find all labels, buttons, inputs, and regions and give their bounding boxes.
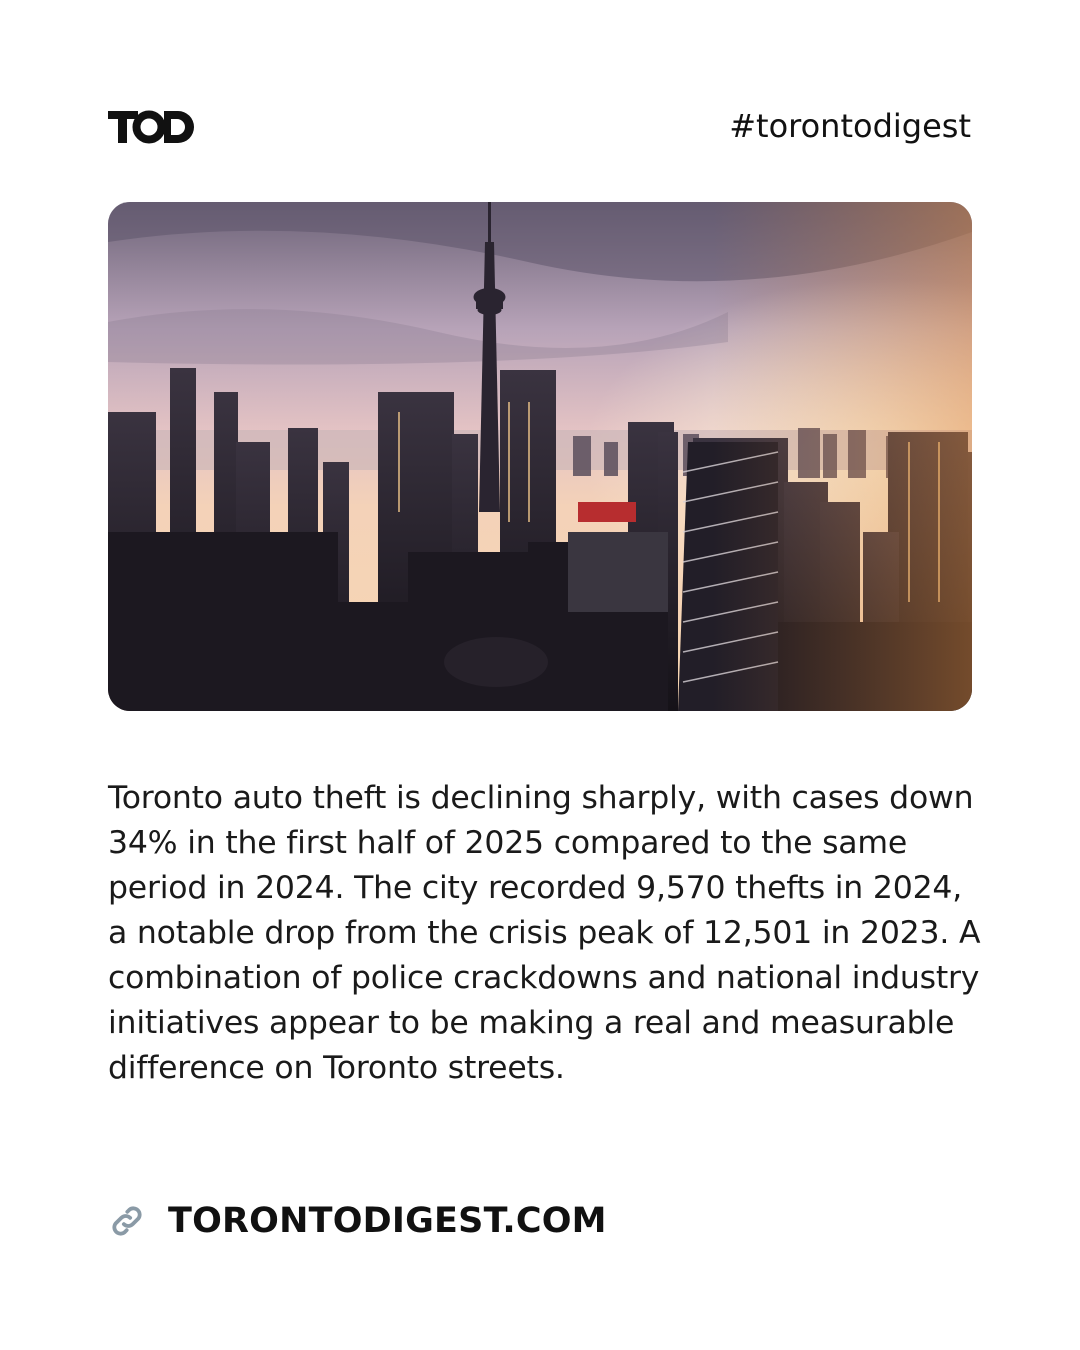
- link-icon: [108, 1202, 146, 1240]
- website-link[interactable]: TORONTODIGEST.COM: [168, 1201, 607, 1241]
- tod-logo: [108, 108, 196, 146]
- toronto-skyline-photo: [108, 202, 972, 711]
- hashtag-label: #torontodigest: [729, 107, 971, 145]
- footer: [108, 1196, 607, 1246]
- article-body: Toronto auto theft is declining sharply, with cases down 34% in the first half of 2025 compared to the same period in 2024. The city recorded 9,570 thefts in 2024, a notable drop from the crisis peak of 12,501 in 2023. A combination of police crackdowns and national industry initiatives appear to be making a real and measurable difference on Toronto streets.: [108, 780, 981, 1086]
